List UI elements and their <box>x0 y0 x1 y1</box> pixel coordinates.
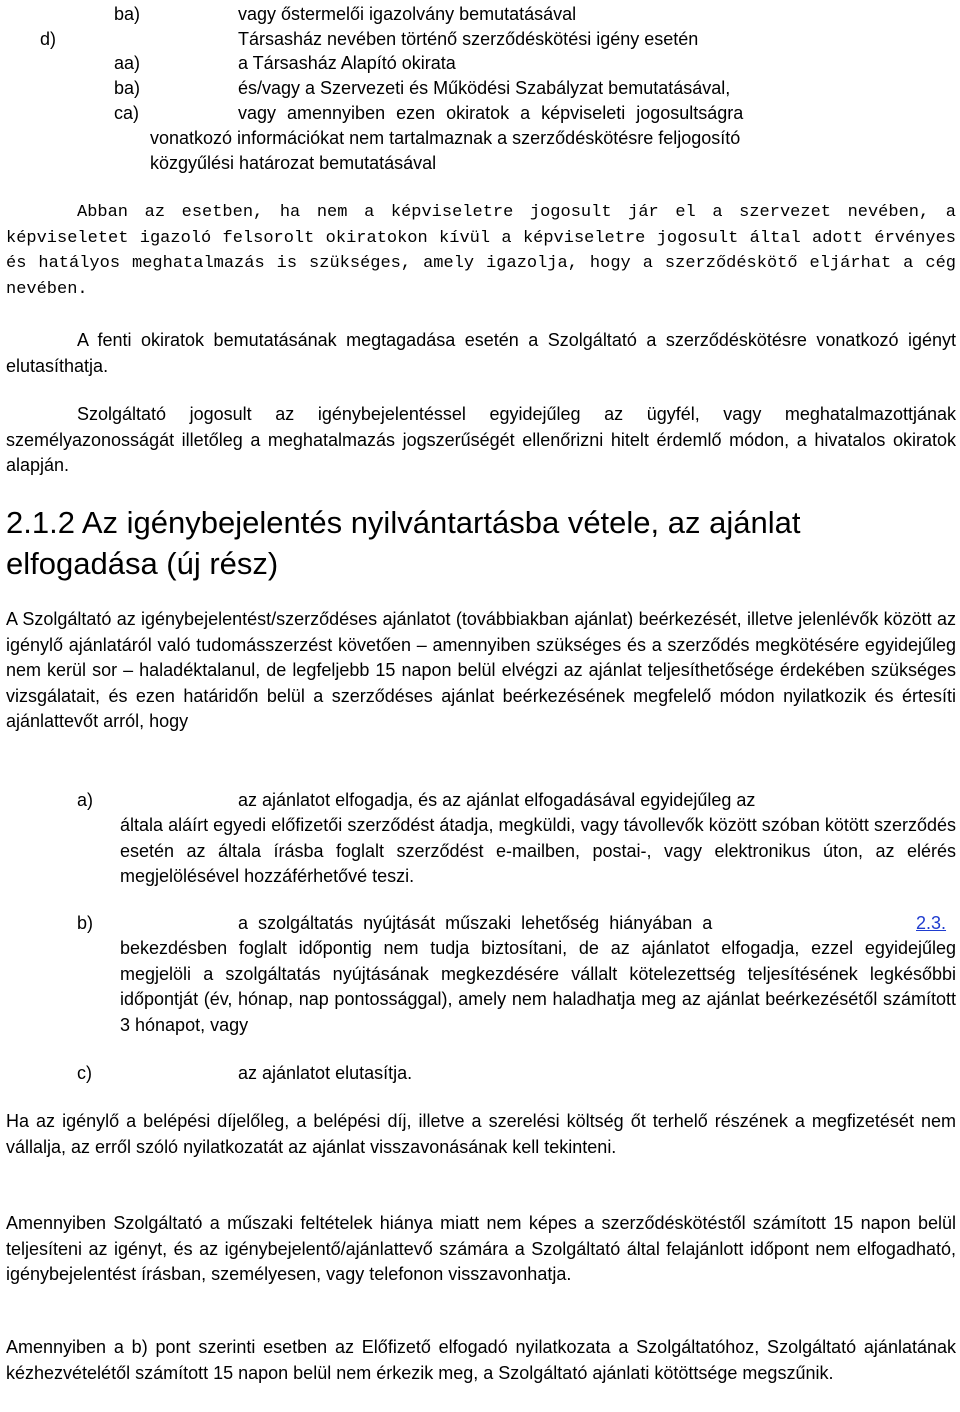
list-text: a Társasház Alapító okirata <box>238 53 456 73</box>
list-text: vagy őstermelői igazolvány bemutatásával <box>238 4 577 24</box>
paragraph: A fenti okiratok bemutatásának megtagadása esetén a Szolgáltató a szerződéskötésre vonatkozó igényt elutasíthatja. <box>6 330 956 376</box>
option-text-continuation: általa aláírt egyedi előfizetői szerződést átadja, megküldi, vagy távollevők között szóban kötött szerződés esetén az általa írásba foglalt szerződést e-mailben, postai-, vagy elektronikus úton, az elérés megjelölésével hozzáférhetővé teszi. <box>120 815 956 886</box>
paragraph: A Szolgáltató az igénybejelentést/szerződéses ajánlatot (továbbiakban ajánlat) beérkezését, illetve jelenlévők között az igénylő ajánlatáról való tudomásszerzést követően – amennyiben szükséges és a szerződés megkötésére egyidejűleg nem kerül sor – haladéktalanul, de legfeljebb 15 napon belül elvégzi az ajánlat teljesíthetősége érdekében szükséges vizsgálatait, és ezen határidőn belül a szerződéses ajánlat beérkezésének megfelelő módon nyilatkozik és értesíti ajánlattevőt arról, hogy <box>6 609 956 731</box>
option-text: az ajánlatot elutasítja. <box>238 1063 413 1083</box>
list-text: Társasház nevében történő szerződéskötési igény esetén <box>238 29 699 49</box>
option-text: az ajánlatot elfogadja, és az ajánlat elfogadásával egyidejűleg az <box>238 790 756 810</box>
list-label: d) <box>40 29 57 49</box>
paragraph: Ha az igénylő a belépési díjelőleg, a belépési díj, illetve a szerelési költség őt terhelő részének a megfizetését nem vállalja, az erről szóló nyilatkozatát az ajánlat visszavonásának kell tekinteni. <box>6 1111 956 1157</box>
paragraph: Szolgáltató jogosult az igénybejelentéssel egyidejűleg az ügyfél, vagy meghatalmazottjának személyazonosságát illetőleg a meghatalmazás jogszerűségét ellenőrizni hitelt érdemlő módon, a hivatalos okiratok alapján. <box>6 404 956 475</box>
list-label: ca) <box>114 103 140 123</box>
section-heading: 2.1.2 Az igénybejelentés nyilvántartásba vétele, az ajánlat elfogadása (új rész) <box>6 505 801 581</box>
option-text-continuation: bekezdésben foglalt időpontig nem tudja biztosítani, de az ajánlatot elfogadja, ezzel egyidejűleg megjelöli a szolgáltatás nyújtásának megkezdésére vállalt kötelezettség teljesítésének legkésőbbi időpontját (év, hónap, nap pontossággal), amely nem haladhatja meg az ajánlat beérkezésétől számított 3 hónapot, vagy <box>120 938 956 1035</box>
list-text: vagy amennyiben ezen okiratok a képviseleti jogosultságra <box>238 103 744 123</box>
paragraph: Abban az esetben, ha nem a képviseletre jogosult jár el a szervezet nevében, a képviseletet igazoló felsorolt okiratokon kívül a képviseletre jogosult által adott érvényes és hatályos meghatalmazás is szükséges, amely igazolja, hogy a szerződéskötő eljárhat a cég nevében. <box>6 203 956 299</box>
list-text: és/vagy a Szervezeti és Működési Szabályzat bemutatásával, <box>238 78 731 98</box>
list-text: közgyűlési határozat bemutatásával <box>150 153 437 173</box>
option-label: c) <box>77 1063 92 1083</box>
list-text: vonatkozó információkat nem tartalmaznak a szerződéskötésre feljogosító <box>150 128 741 148</box>
section-link[interactable]: 2.3. <box>916 913 947 933</box>
list-label: ba) <box>114 78 141 98</box>
option-label: b) <box>77 913 94 933</box>
paragraph: Amennyiben Szolgáltató a műszaki feltételek hiánya miatt nem képes a szerződéskötéstől számított 15 napon belül teljesíteni az igényt, és az igénybejelentő/ajánlattevő számára a Szolgáltató által felajánlott időpont nem elfogadható, igénybejelentést írásban, személyesen, vagy telefonon visszavonhatja. <box>6 1213 956 1284</box>
list-label: aa) <box>114 53 141 73</box>
list-label: ba) <box>114 4 141 24</box>
option-text: a szolgáltatás nyújtását műszaki lehetőség hiányában a <box>238 913 713 933</box>
paragraph: Amennyiben a b) pont szerinti esetben az Előfizető elfogadó nyilatkozata a Szolgáltatóhoz, Szolgáltató ajánlatának kézhezvételétől számított 15 napon belül nem érkezik meg, a Szolgáltató ajánlati kötöttsége megszűnik. <box>6 1337 956 1383</box>
option-label: a) <box>77 790 94 810</box>
